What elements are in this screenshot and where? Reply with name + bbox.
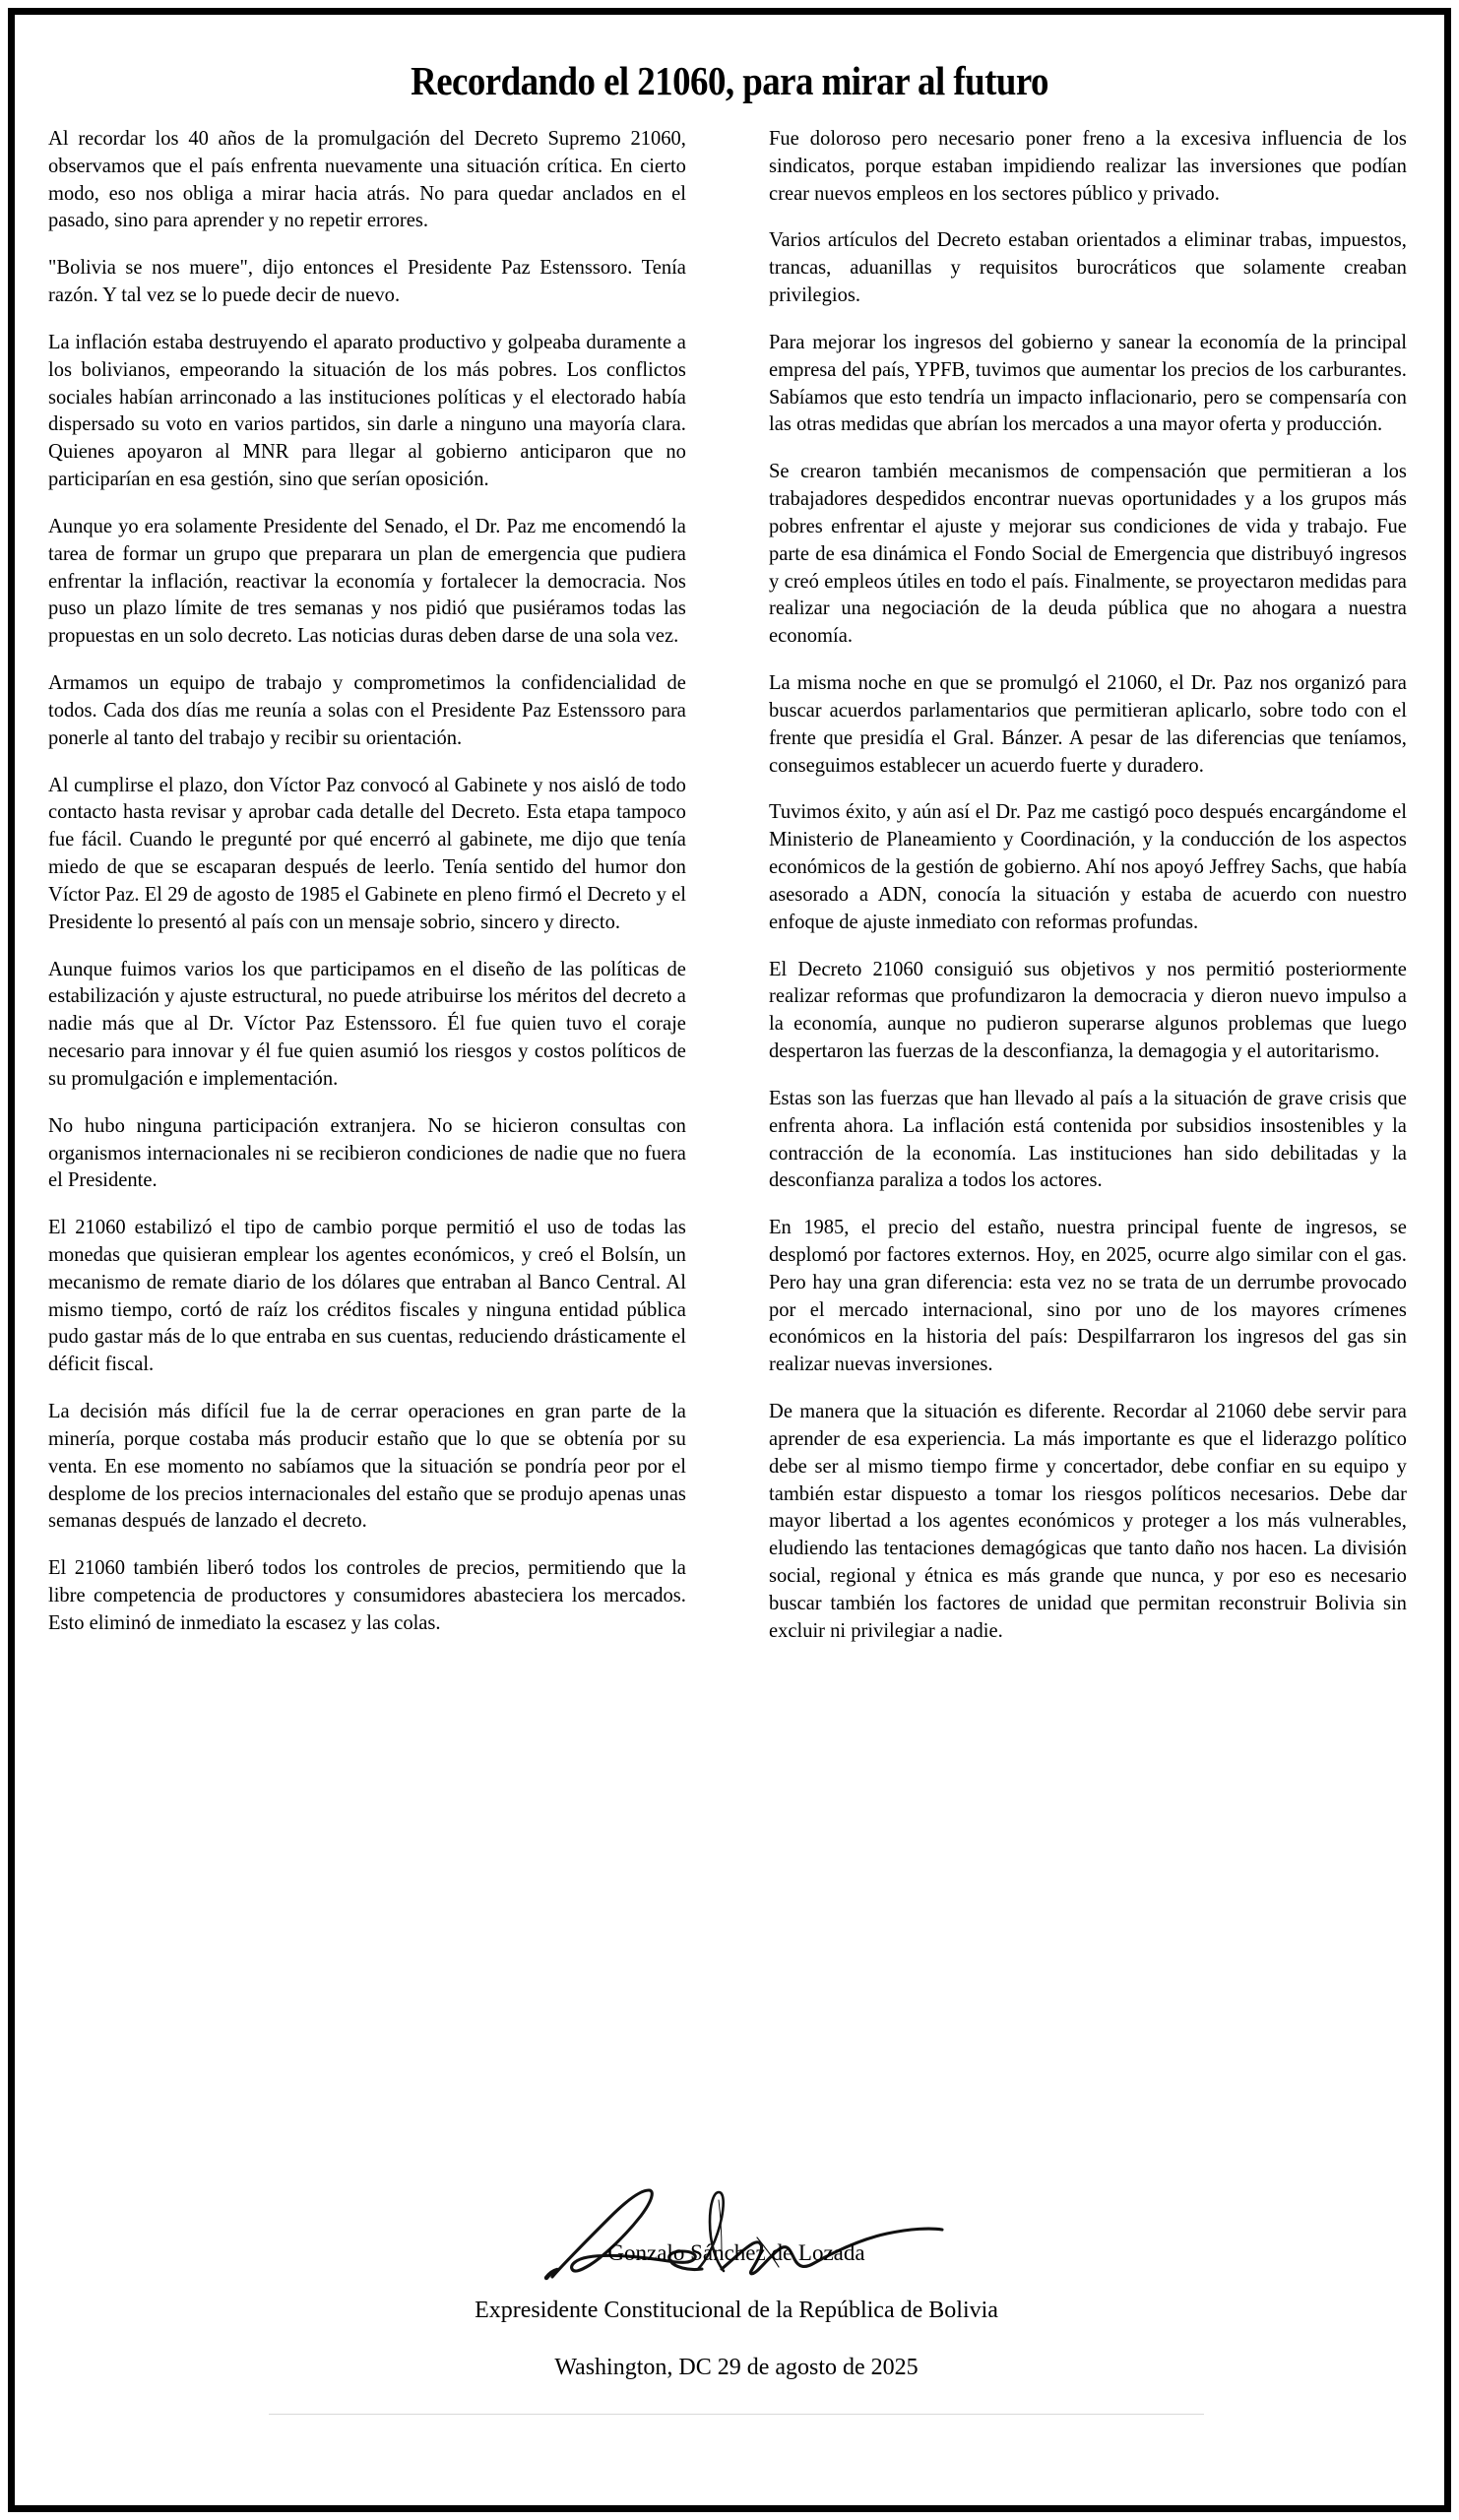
paragraph: Se crearon también mecanismos de compensación que permitieran a los trabajadores despedidos encontrar nuevas oportunidades y a los grupos más pobres enfrentar el ajuste y mejorar sus condiciones de vida y trabajo. Fue parte de esa dinámica el Fondo Social de Emergencia que distribuyó ingresos y creó empleos útiles en todo el país. Finalmente, se proyectaron medidas para realizar una negociación de la deuda pública que no ahogara a nuestra economía. xyxy=(769,459,1407,648)
signature-role: Expresidente Constitucional de la República de Bolivia xyxy=(475,2297,998,2323)
paragraph: Estas son las fuerzas que han llevado al país a la situación de grave crisis que enfrenta ahora. La inflación está contenida por subsidios insostenibles y la contracción de la economía. Las instituciones han sido debilitadas y la desconfianza paraliza a todos los actores. xyxy=(769,1085,1407,1192)
paragraph: El 21060 también liberó todos los controles de precios, permitiendo que la libre competencia de productores y consumidores abasteciera los mercados. Esto eliminó de inmediato la escasez y las colas. xyxy=(48,1555,686,1634)
paragraph: Armamos un equipo de trabajo y comprometimos la confidencialidad de todos. Cada dos días me reunía a solas con el Presidente Paz Estenssoro para ponerle al tanto del trabajo y recibir su orientación. xyxy=(48,670,686,749)
column-left xyxy=(48,125,728,1637)
signature-divider xyxy=(269,2414,1204,2415)
paragraph: El Decreto 21060 consiguió sus objetivos y nos permitió posteriormente realizar reformas que profundizaron la democracia y dieron nuevo impulso a la economía, aunque no pudieron superarse algunos problemas que luego despertaron las fuerzas de la desconfianza, la demagogia y el autoritarismo. xyxy=(769,956,1407,1063)
paragraph: Varios artículos del Decreto estaban orientados a eliminar trabas, impuestos, trancas, aduanillas y requisitos burocráticos que solamente creaban privilegios. xyxy=(769,227,1407,307)
column-right xyxy=(728,125,1407,1645)
paragraph: Aunque yo era solamente Presidente del Senado, el Dr. Paz me encomendó la tarea de formar un grupo que preparara un plan de emergencia que pudiera enfrentar la inflación, reactivar la economía y fortalecer la democracia. Nos puso un plazo límite de tres semanas y nos pidió que pusiéramos todas las propuestas en un solo decreto. Las noticias duras deben darse de una sola vez. xyxy=(48,513,686,648)
signature-name: Gonzalo Sánchez de Lozada xyxy=(607,2240,865,2265)
document-page-frame xyxy=(8,8,1451,2512)
paragraph: Aunque fuimos varios los que participamos en el diseño de las políticas de estabilización y ajuste estructural, no puede atribuirse los méritos del decreto a nadie más que al Dr. Víctor Paz Estenssoro. Él fue quien tuvo el coraje necesario para innovar y él fue quien asumió los riesgos y costos políticos de su promulgación e implementación. xyxy=(48,956,686,1090)
signature-place-date: Washington, DC 29 de agosto de 2025 xyxy=(554,2355,919,2381)
document-page xyxy=(15,15,1444,2505)
paragraph: La misma noche en que se promulgó el 21060, el Dr. Paz nos organizó para buscar acuerdos parlamentarios que permitieran aplicarlo, sobre todo con el frente que presidía el Gral. Bánzer. A pesar de las diferencias que teníamos, conseguimos establecer un acuerdo fuerte y duradero. xyxy=(769,670,1407,777)
handwritten-signature-icon xyxy=(269,2178,1204,2285)
page-title: Recordando el 21060, para mirar al futuro xyxy=(411,58,1048,103)
paragraph: Fue doloroso pero necesario poner freno a la excesiva influencia de los sindicatos, porque estaban impidiendo realizar las inversiones que podían crear nuevos empleos en los sectores público y privado. xyxy=(769,126,1407,205)
paragraph: El 21060 estabilizó el tipo de cambio porque permitió el uso de todas las monedas que quisieran emplear los agentes económicos, y creó el Bolsín, un mecanismo de remate diario de los dólares que entraban al Banco Central. Al mismo tiempo, cortó de raíz los créditos fiscales y ninguna entidad pública pudo gastar más de lo que entraba en sus cuentas, reduciendo drásticamente el déficit fiscal. xyxy=(48,1215,686,1376)
paragraph: No hubo ninguna participación extranjera. No se hicieron consultas con organismos internacionales ni se recibieron condiciones de nadie que no fuera el Presidente. xyxy=(48,1112,686,1192)
paragraph: La inflación estaba destruyendo el aparato productivo y golpeaba duramente a los bolivianos, empeorando la situación de los más pobres. Los conflictos sociales habían arrinconado a las instituciones políticas y el electorado había dispersado su voto en varios partidos, sin darle a ninguno una mayoría clara. Quienes apoyaron al MNR para llegar al gobierno anticiparon que no participarían en esa gestión, sino que serían oposición. xyxy=(48,329,686,491)
paragraph: De manera que la situación es diferente. Recordar al 21060 debe servir para aprender de esa experiencia. La más importante es que el liderazgo político debe ser al mismo tiempo firme y concertador, debe confiar en su equipo y también estar dispuesto a tomar los riesgos políticos necesarios. Debe dar mayor libertad a los agentes económicos y proteger a los más vulnerables, eludiendo las tentaciones demagógicas que tanto daño nos hacen. La división social, regional y étnica es más grande que nunca, y por eso es necesario buscar también los factores de unidad que permitan reconstruir Bolivia sin excluir ni privilegiar a nadie. xyxy=(769,1399,1407,1642)
paragraph: Para mejorar los ingresos del gobierno y sanear la economía de la principal empresa del país, YPFB, tuvimos que aumentar los precios de los carburantes. Sabíamos que esto tendría un impacto inflacionario, pero se compensaría con las otras medidas que abrían los mercados a una mayor oferta y producción. xyxy=(769,329,1407,436)
signature-block xyxy=(269,2178,1204,2415)
body-columns xyxy=(15,125,1444,2153)
paragraph: Al cumplirse el plazo, don Víctor Paz convocó al Gabinete y nos aisló de todo contacto hasta revisar y aprobar cada detalle del Decreto. Esta etapa tampoco fue fácil. Cuando le pregunté por qué encerró al gabinete, me dijo que tenía miedo de que se escaparan después de leerlo. Tenía sentido del humor don Víctor Paz. El 29 de agosto de 1985 el Gabinete en pleno firmó el Decreto y el Presidente lo presentó al país con un mensaje sobrio, sincero y directo. xyxy=(48,772,686,933)
paragraph: En 1985, el precio del estaño, nuestra principal fuente de ingresos, se desplomó por factores externos. Hoy, en 2025, ocurre algo similar con el gas. Pero hay una gran diferencia: esta vez no se trata de un derrumbe provocado por el mercado internacional, sino por uno de los mayores crímenes económicos en la historia del país: Despilfarraron los ingresos del gas sin realizar nuevas inversiones. xyxy=(769,1215,1407,1376)
paragraph: Tuvimos éxito, y aún así el Dr. Paz me castigó poco después encargándome el Ministerio de Planeamiento y Coordinación, y la conducción de los aspectos económicos de la gestión de gobierno. Ahí nos apoyó Jeffrey Sachs, que había asesorado a ADN, conocía la situación y estaba de acuerdo con nuestro enfoque de ajuste inmediato con reformas profundas. xyxy=(769,799,1407,933)
paragraph: "Bolivia se nos muere", dijo entonces el Presidente Paz Estenssoro. Tenía razón. Y tal vez se lo puede decir de nuevo. xyxy=(48,255,686,307)
paragraph: Al recordar los 40 años de la promulgación del Decreto Supremo 21060, observamos que el país enfrenta nuevamente una situación crítica. En cierto modo, eso nos obliga a mirar hacia atrás. No para quedar anclados en el pasado, sino para aprender y no repetir errores. xyxy=(48,126,686,232)
title-block xyxy=(15,15,1444,112)
paragraph: La decisión más difícil fue la de cerrar operaciones en gran parte de la minería, porque costaba más producir estaño que lo que se obtenía por su venta. En ese momento no sabíamos que la situación se pondría peor por el desplome de los precios internacionales del estaño que se produjo apenas unas semanas después de lanzado el decreto. xyxy=(48,1399,686,1533)
